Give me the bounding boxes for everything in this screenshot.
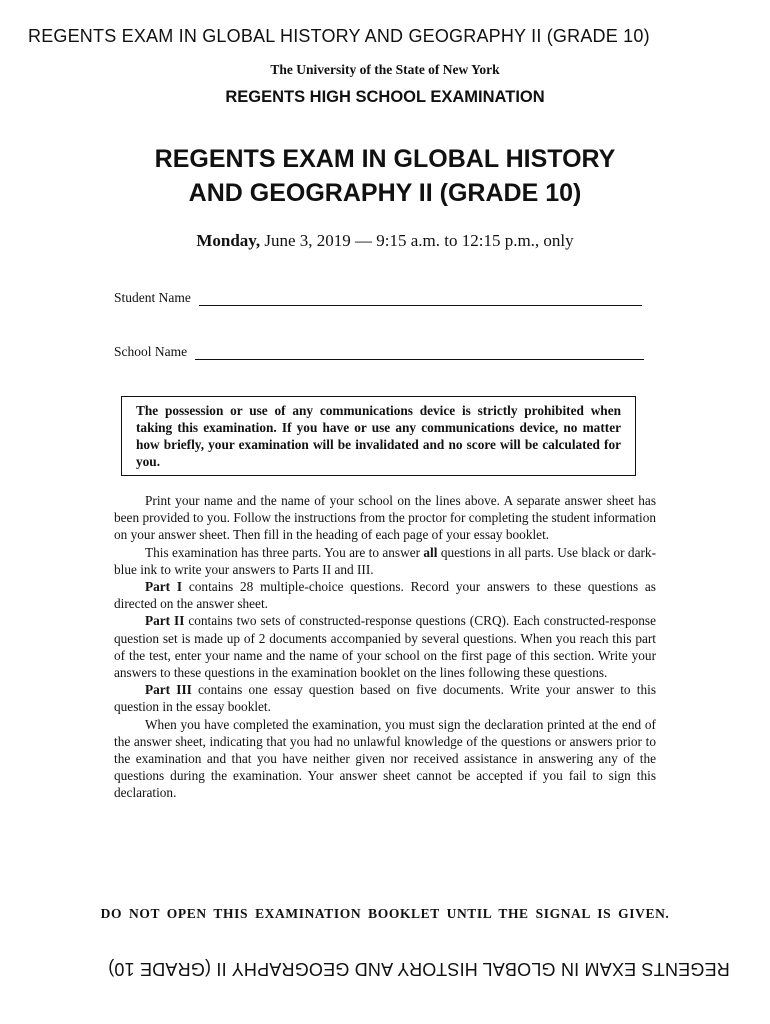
- title-line-2: AND GEOGRAPHY II (GRADE 10): [188, 179, 582, 207]
- student-name-field[interactable]: [114, 290, 642, 306]
- do-not-open-notice: DO NOT OPEN THIS EXAMINATION BOOKLET UNTIL THE SIGNAL IS GIVEN.: [100, 906, 670, 921]
- school-name-label: School Name: [114, 344, 188, 359]
- exam-date: [0, 231, 770, 251]
- exam-day: Monday,: [196, 231, 261, 250]
- page-title: [0, 142, 770, 210]
- exam-type-heading: REGENTS HIGH SCHOOL EXAMINATION: [225, 88, 545, 106]
- school-name-field[interactable]: [114, 344, 644, 360]
- top-banner: REGENTS EXAM IN GLOBAL HISTORY AND GEOGRAPHY II (GRADE 10): [28, 26, 650, 46]
- instruction-paragraph: This examination has three parts. You are to answer all questions in all parts. Use black or dark-blue ink to write your answers to Parts II and III.: [114, 544, 656, 577]
- title-line-1: REGENTS EXAM IN GLOBAL HISTORY: [154, 145, 616, 173]
- instruction-paragraph-part-3: Part III contains one essay question based on five documents. Write your answer to this question in the essay booklet.: [114, 682, 656, 715]
- student-name-label: Student Name: [114, 290, 191, 305]
- communications-warning-box: The possession or use of any communications device is strictly prohibited when taking this examination. If you have or use any communications device, no matter how briefly, your examination will be invalidated and no score will be calculated for you.: [121, 396, 636, 476]
- instructions: [114, 492, 656, 802]
- student-name-line[interactable]: [199, 291, 642, 306]
- university-name: The University of the State of New York: [270, 62, 500, 77]
- instruction-paragraph-declaration: When you have completed the examination, you must sign the declaration printed at the end of the answer sheet, indicating that you had no unlawful knowledge of the questions or answers prior to the examination and that you have neither given nor received assistance in answering any of the questions during the examination. Your answer sheet cannot be accepted if you fail to sign this declaration.: [114, 716, 656, 801]
- instruction-paragraph-part-1: Part I contains 28 multiple-choice questions. Record your answers to these questions as directed on the answer sheet.: [114, 579, 656, 612]
- school-name-line[interactable]: [195, 345, 644, 360]
- bottom-banner-inverted: REGENTS EXAM IN GLOBAL HISTORY AND GEOGRAPHY II (GRADE 10): [108, 959, 730, 979]
- instruction-paragraph-part-2: Part II contains two sets of constructed-response questions (CRQ). Each constructed-response question set is made up of 2 documents accompanied by several questions. When you reach this part of the test, enter your name and the name of your school on the first page of this section. Write your answers to these questions in the examination booklet on the lines following these questions.: [114, 613, 657, 681]
- instruction-paragraph: Print your name and the name of your school on the lines above. A separate answer sheet has been provided to you. Follow the instructions from the proctor for completing the student information on your answer sheet. Then fill in the heading of each page of your essay booklet.: [114, 493, 656, 543]
- exam-date-time: June 3, 2019 — 9:15 a.m. to 12:15 p.m., only: [264, 231, 574, 250]
